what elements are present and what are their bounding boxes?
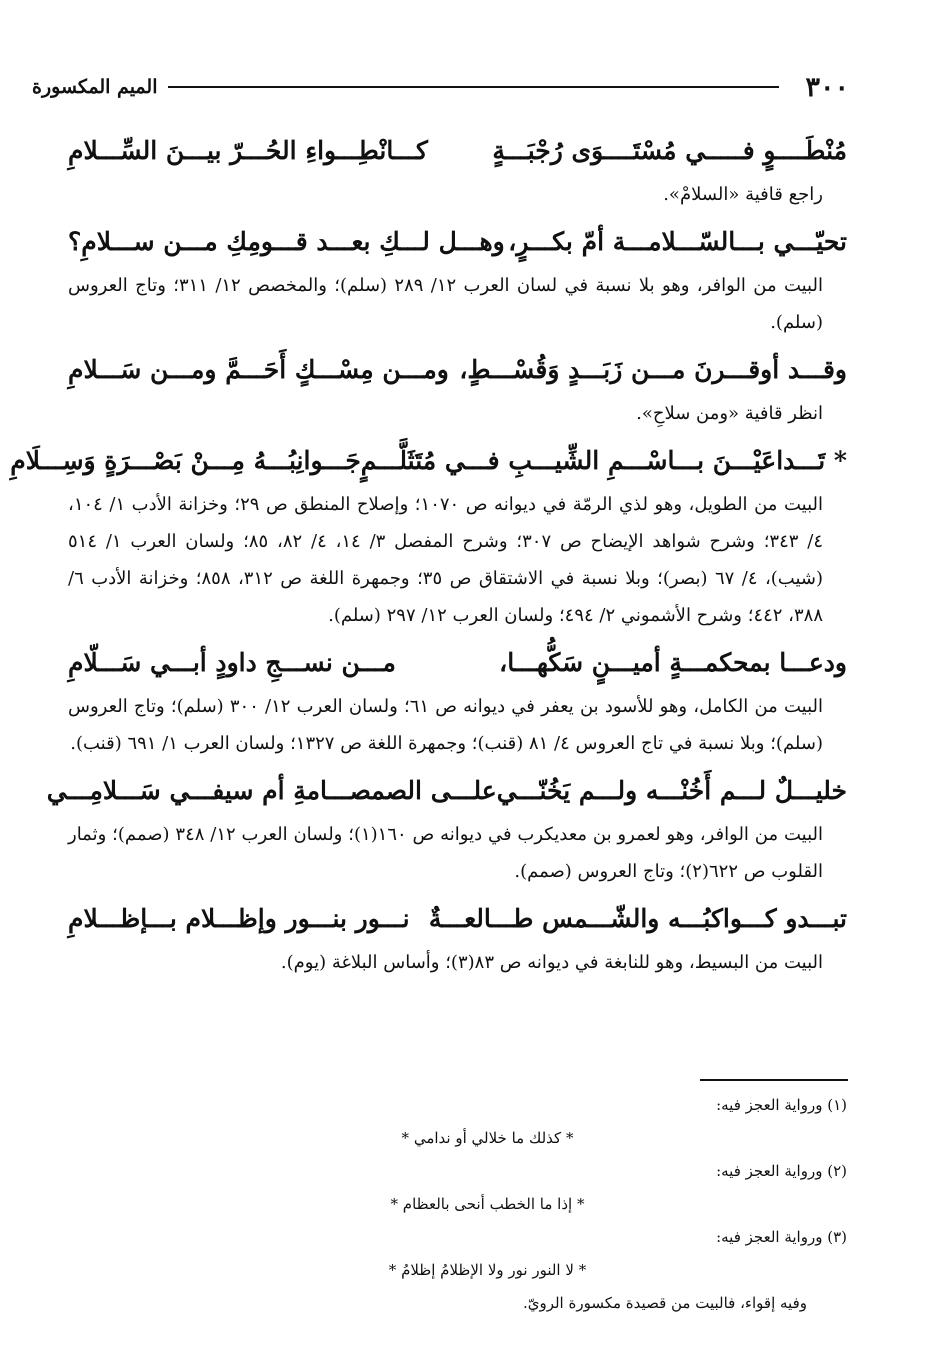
footnotes [68, 1089, 847, 1319]
hemistich-first: تبـــدو كـــواكبُـــه والشّـــمس طـــالعـــةٌ [428, 904, 847, 933]
footnote-3-verse: * لا النور نور ولا الإظلامُ إظلامُ * [388, 1261, 587, 1279]
verse-line [46, 766, 847, 816]
entry-2 [68, 217, 847, 341]
verse-commentary: انظر قافية «ومن سلاحِ». [636, 403, 823, 424]
hemistich-first: خليـــلٌ لـــم أَخُنْـــه ولـــم يَخُنّـــي [496, 776, 847, 805]
verse-line [68, 638, 847, 688]
entry-3 [68, 345, 847, 432]
verse-commentary: البيت من الكامل، وهو للأسود بن يعفر في ديوانه ص ٦١؛ ولسان العرب ١٢/ ٣٠٠ (سلم)؛ وتاج العروس (سلم)؛ وبلا نسبة في تاج العروس ٤/ ٨١ (قنب)؛ وجمهرة اللغة ص ١٣٢٧؛ ولسان العرب ١/ ٦٩١ (قنب). [68, 696, 823, 754]
hemistich-first: وقـــد أوقـــرنَ مـــن زَبَـــدٍ وَقُسْـــطٍ، [459, 355, 847, 384]
footnote-separator [700, 1079, 848, 1081]
verse-line [68, 894, 847, 944]
footnote-2-verse: * إذا ما الخطب أنحى بالعظام * [390, 1195, 585, 1213]
entry-1 [68, 126, 847, 213]
hemistich-second: ومـــن مِسْـــكٍ أَحَـــمَّ ومـــن سَـــلامِ [68, 355, 449, 384]
verse-commentary: البيت من الوافر، وهو بلا نسبة في لسان العرب ١٢/ ٢٨٩ (سلم)؛ والمخصص ١٢/ ٣١١؛ وتاج العروس (سلم). [68, 275, 823, 333]
page-header [32, 70, 849, 104]
entry-4 [10, 436, 847, 634]
footnote-3-remark: وفيه إقواء، فالبيت من قصيدة مكسورة الرويّ. [522, 1294, 807, 1312]
footnote-3-heading: (٣) ورواية العجز فيه: [716, 1228, 847, 1246]
verse-line [68, 217, 847, 267]
footnote-1-verse: * كذلك ما خلالي أو ندامي * [401, 1129, 574, 1147]
hemistich-first: * تَـــداعَيْـــنَ بـــاسْـــمِ الشِّيـــبِ فـــي مُتَثَلَّـــمٍ [360, 446, 847, 475]
hemistich-second: مـــن نســـجِ داودٍ أبـــي سَـــلّامِ [68, 648, 396, 677]
header-rule [168, 86, 780, 88]
verse-line [68, 345, 847, 395]
verse-commentary: البيت من الطويل، وهو لذي الرمّة في ديوانه ص ١٠٧٠؛ وإصلاح المنطق ص ٢٩؛ وخزانة الأدب ١/ ١٠٤، ٤/ ٣٤٣؛ وشرح شواهد الإيضاح ص ٣٠٧؛ وشرح المفصل ٣/ ١٤، ٤/ ٨٢، ٨٥؛ ولسان العرب ١/ ٥١٤ (شيب)، ٤/ ٦٧ (بصر)؛ وبلا نسبة في الاشتقاق ص ٣٥؛ وجمهرة اللغة ص ٣١٢، ٨٥٨؛ وخزانة الأدب ٦/ ٣٨٨، ٤٤٢؛ وشرح الأشموني ٢/ ٤٩٤؛ ولسان العرب ١٢/ ٢٩٧ (سلم). [68, 494, 824, 626]
hemistich-second: جَـــوانِبُـــهُ مِـــنْ بَصْـــرَةٍ وَسِـــلَامِ [10, 446, 361, 475]
entries-list [10, 126, 847, 985]
verse-commentary: البيت من البسيط، وهو للنابغة في ديوانه ص ٨٣(٣)؛ وأساس البلاغة (يوم). [280, 952, 823, 973]
hemistich-second: كـــانْطِـــواءِ الحُـــرّ بيـــنَ السِّـــلامِ [68, 136, 428, 165]
hemistich-first: ودعـــا بمحكمـــةٍ أميـــنٍ سَكُّهـــا، [499, 648, 847, 677]
chapter-title: الميم المكسورة [32, 76, 158, 98]
entry-5 [68, 638, 847, 762]
hemistich-second: علـــى الصمصـــامةِ أم سيفـــي سَـــلامِـــي [46, 776, 497, 805]
verse-line [68, 126, 847, 176]
hemistich-second: وهـــل لـــكِ بعـــد قـــومِكِ مـــن ســـلامِ؟ [68, 227, 505, 256]
page-number: ٣٠٠ [805, 71, 849, 103]
hemistich-first: تحيّـــي بـــالسّـــلامـــة أمّ بكـــرٍ، [508, 227, 847, 256]
entry-7 [68, 894, 847, 981]
footnote-1-heading: (١) ورواية العجز فيه: [716, 1096, 847, 1114]
entry-6 [46, 766, 847, 890]
hemistich-first: مُنْطَــــوٍ فـــــي مُسْتَــــوَى رُجْبَـــةٍ [492, 136, 847, 165]
verse-commentary: راجع قافية «السلامْ». [663, 184, 823, 205]
footnote-2-heading: (٢) ورواية العجز فيه: [716, 1162, 847, 1180]
verse-line [10, 436, 847, 486]
verse-commentary: البيت من الوافر، وهو لعمرو بن معديكرب في ديوانه ص ١٦٠(١)؛ ولسان العرب ١٢/ ٣٤٨ (صمم)؛ وثمار القلوب ص ٦٢٢(٢)؛ وتاج العروس (صمم). [68, 824, 823, 882]
hemistich-second: نـــور بنـــور وإظـــلام بـــإظـــلامِ [68, 904, 410, 933]
